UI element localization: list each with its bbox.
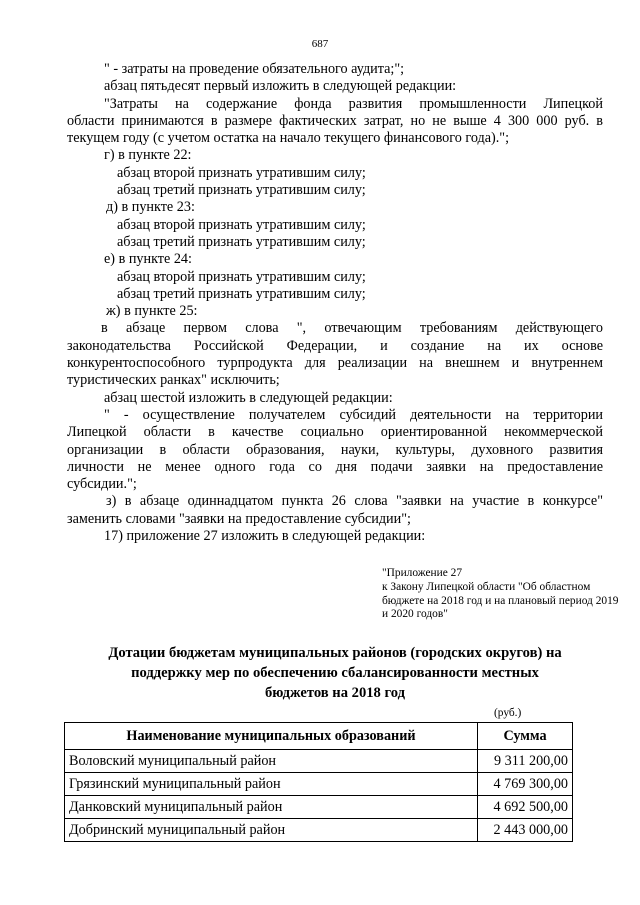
units-label: (руб.) <box>494 707 522 719</box>
page-number: 687 <box>311 38 329 50</box>
text-line: " - затраты на проведение обязательного аудита;"; <box>104 61 405 77</box>
text-line: Липецкой области в качестве социально ориентированной некоммерческой <box>67 424 603 441</box>
text-line: " - осуществление получателем субсидий деятельности на территории <box>104 406 603 423</box>
text-line: г) в пункте 22: <box>104 147 192 164</box>
table-title <box>67 643 603 703</box>
header-name: Наименование муниципальных образований <box>65 723 478 750</box>
text-line: абзац третий признать утратившим силу; <box>117 233 366 250</box>
table-row <box>65 773 573 796</box>
appendix-line: бюджете на 2018 год и на плановый период 2019 <box>382 594 619 607</box>
text-line: законодательства Российской Федерации, и создание на их основе <box>67 337 603 354</box>
title-line: поддержку мер по обеспечению сбалансированности местных <box>131 665 539 681</box>
text-line: организации в области образования, науки, культуры, духовного развития <box>67 441 603 458</box>
text-line: е) в пункте 24: <box>104 251 192 268</box>
appendix-reference <box>382 567 627 622</box>
title-line: бюджетов на 2018 год <box>264 685 405 701</box>
table-row <box>65 819 573 842</box>
text-line: д) в пункте 23: <box>106 199 195 216</box>
text-line: абзац шестой изложить в следующей редакции: <box>104 389 393 406</box>
amendment-text <box>67 61 603 545</box>
header-sum: Сумма <box>478 723 573 750</box>
municipality-name: Воловский муниципальный район <box>65 750 478 773</box>
title-line: Дотации бюджетам муниципальных районов (городских округов) на <box>108 645 562 661</box>
grant-sum: 2 443 000,00 <box>478 819 573 842</box>
municipality-name: Добринский муниципальный район <box>65 819 478 842</box>
text-line: абзац третий признать утратившим силу; <box>117 285 366 302</box>
text-line: 17) приложение 27 изложить в следующей редакции: <box>104 528 426 545</box>
text-line: субсидии."; <box>67 476 137 493</box>
text-line: "Затраты на содержание фонда развития промышленности Липецкой <box>104 95 603 112</box>
appendix-line: к Закону Липецкой области "Об областном <box>382 580 591 593</box>
text-line: абзац второй признать утратившим силу; <box>117 164 366 181</box>
text-line: з) в абзаце одиннадцатом пункта 26 слова "заявки на участие в конкурсе" <box>106 493 603 510</box>
grant-table <box>64 722 573 842</box>
text-line: абзац второй признать утратившим силу; <box>117 216 366 233</box>
text-line: заменить словами "заявки на предоставление субсидии"; <box>67 510 411 527</box>
appendix-line: "Приложение 27 <box>382 567 463 579</box>
text-line: в абзаце первом слова ", отвечающим требованиям действующего <box>101 320 603 337</box>
table-row <box>65 796 573 819</box>
grant-sum: 9 311 200,00 <box>478 750 573 773</box>
text-line: личности не менее одного года со дня подачи заявки на предоставление <box>67 458 603 475</box>
text-line: туристических ранках" исключить; <box>67 372 280 389</box>
appendix-line: и 2020 годов" <box>382 608 448 621</box>
text-line: абзац третий признать утратившим силу; <box>117 182 366 199</box>
grant-sum: 4 769 300,00 <box>478 773 573 796</box>
grant-sum: 4 692 500,00 <box>478 796 573 819</box>
municipality-name: Данковский муниципальный район <box>65 796 478 819</box>
text-line: текущем году (с учетом остатка на начало текущего финансового года)."; <box>67 130 510 147</box>
table-header-row <box>65 723 573 750</box>
text-line: области принимаются в размере фактических затрат, но не выше 4 300 000 руб. в <box>67 112 603 129</box>
text-line: ж) в пункте 25: <box>106 303 198 320</box>
municipality-name: Грязинский муниципальный район <box>65 773 478 796</box>
text-line: абзац второй признать утратившим силу; <box>117 268 366 285</box>
table-row <box>65 750 573 773</box>
text-line: конкурентоспособного турпродукта для реализации на внешнем и внутреннем <box>67 355 603 372</box>
text-line: абзац пятьдесят первый изложить в следующей редакции: <box>104 78 457 95</box>
